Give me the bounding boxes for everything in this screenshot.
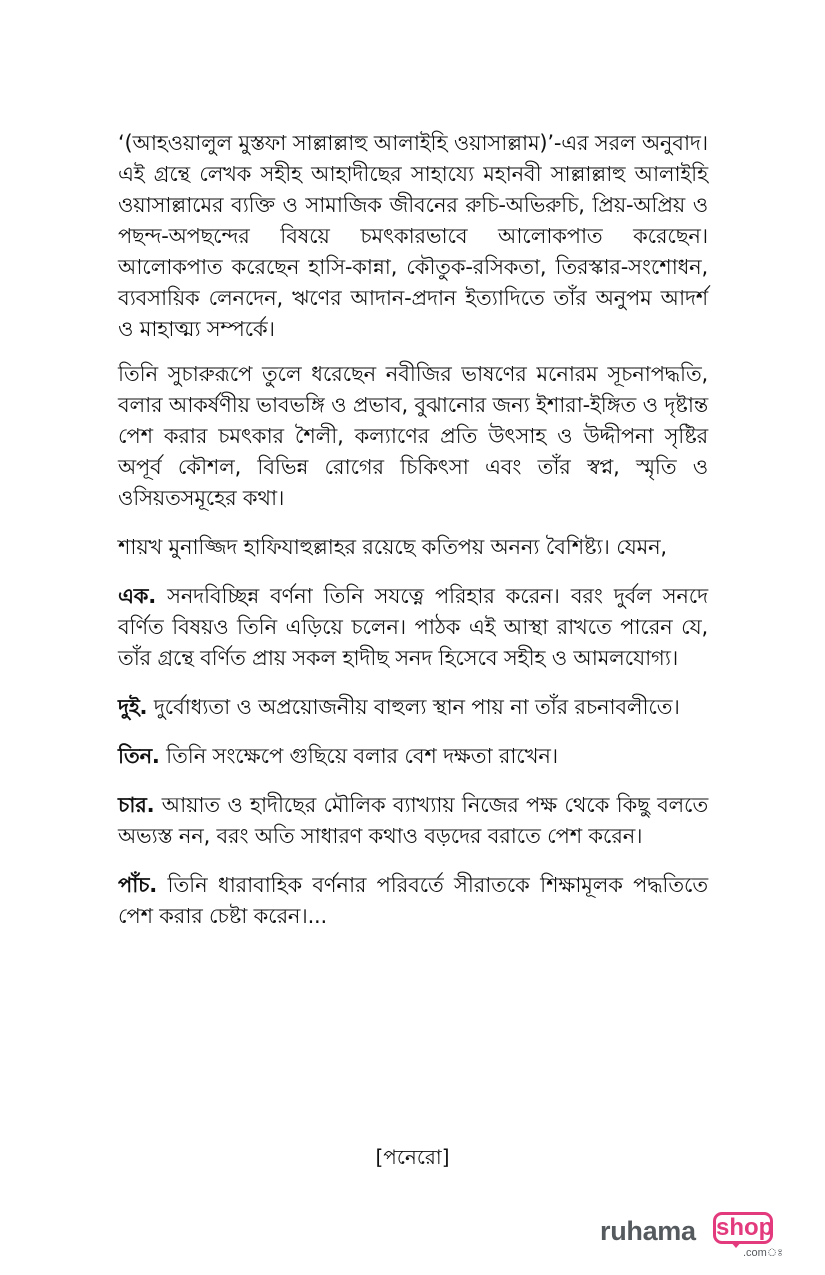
- features-intro-paragraph: শায়খ মুনাজ্জিদ হাফিযাহুল্লাহর রয়েছে কতিপয় অনন্য বৈশিষ্ট্য। যেমন,: [118, 535, 667, 559]
- logo-brand-right: shop: [713, 1212, 773, 1244]
- feature-point-4: [118, 790, 708, 852]
- feature-text: তিনি সংক্ষেপে গুছিয়ে বলার বেশ দক্ষতা রাখেন।: [159, 744, 558, 768]
- page-body: [118, 128, 708, 950]
- feature-point-1: [118, 581, 708, 674]
- feature-text: আয়াত ও হাদীছের মৌলিক ব্যাখ্যায় নিজের পক্ষ থেকে কিছু বলতে অভ্যস্ত নন, বরং অতি সাধারণ কথাও বড়দের বরাতে পেশ করেন।: [118, 793, 708, 848]
- feature-label: চার.: [118, 793, 155, 817]
- description-paragraph: তিনি সুচারুরূপে তুলে ধরেছেন নবীজির ভাষণের মনোরম সূচনাপদ্ধতি, বলার আকর্ষণীয় ভাবভঙ্গি ও প্রভাব, বুঝানোর জন্য ইশারা-ইঙ্গিত ও দৃষ্টান্ত পেশ করার চমৎকার শৈলী, কল্যাণের প্রতি উৎসাহ ও উদ্দীপনা সৃষ্টির অপূর্ব কৌশল, বিভিন্ন রোগের চিকিৎসা এবং তাঁর স্বপ্ন, স্মৃতি ও ওসিয়তসমূহের কথা।: [118, 362, 708, 510]
- ruhamashop-logo[interactable]: [600, 1212, 784, 1259]
- feature-text: সনদবিচ্ছিন্ন বর্ণনা তিনি সযত্নে পরিহার করেন। বরং দুর্বল সনদে বর্ণিত বিষয়ও তিনি এড়িয়ে চলেন। পাঠক এই আস্থা রাখতে পারেন যে, তাঁর গ্রন্থে বর্ণিত প্রায় সকল হাদীছ সনদ হিসেবে সহীহ ও আমলযোগ্য।: [118, 584, 708, 670]
- feature-label: তিন.: [118, 744, 160, 768]
- feature-point-2: [118, 692, 708, 723]
- feature-text: দুর্বোধ্যতা ও অপ্রয়োজনীয় বাহুল্য স্থান পায় না তাঁর রচনাবলীতে।: [147, 695, 680, 719]
- feature-label: পাঁচ.: [118, 873, 158, 897]
- speech-bubble-tail-icon: [730, 1241, 742, 1248]
- feature-label: এক.: [118, 584, 157, 608]
- logo-domain-suffix: .comঃ: [743, 1247, 784, 1259]
- logo-brand-left: ruhama: [600, 1216, 696, 1246]
- intro-paragraph: ‘(আহওয়ালুল মুস্তফা সাল্লাল্লাহু আলাইহি ওয়াসাল্লাম)’-এর সরল অনুবাদ। এই গ্রন্থে লেখক সহীহ আহাদীছের সাহায্যে মহানবী সাল্লাল্লাহু আলাইহি ওয়াসাল্লামের ব্যক্তি ও সামাজিক জীবনের রুচি-অভিরুচি, প্রিয়-অপ্রিয় ও পছন্দ-অপছন্দের বিষয়ে চমৎকারভাবে আলোকপাত করেছেন। আলোকপাত করেছেন হাসি-কান্না, কৌতুক-রসিকতা, তিরস্কার-সংশোধন, ব্যবসায়িক লেনদেন, ঋণের আদান-প্রদান ইত্যাদিতে তাঁর অনুপম আদর্শ ও মাহাত্ম্য সম্পর্কে।: [118, 131, 708, 341]
- feature-label: দুই.: [118, 695, 148, 719]
- feature-point-5: [118, 870, 708, 932]
- feature-point-3: [118, 741, 708, 772]
- page-number: [পনেরো]: [375, 1145, 450, 1169]
- feature-text: তিনি ধারাবাহিক বর্ণনার পরিবর্তে সীরাতকে শিক্ষামূলক পদ্ধতিতে পেশ করার চেষ্টা করেন।...: [118, 873, 708, 928]
